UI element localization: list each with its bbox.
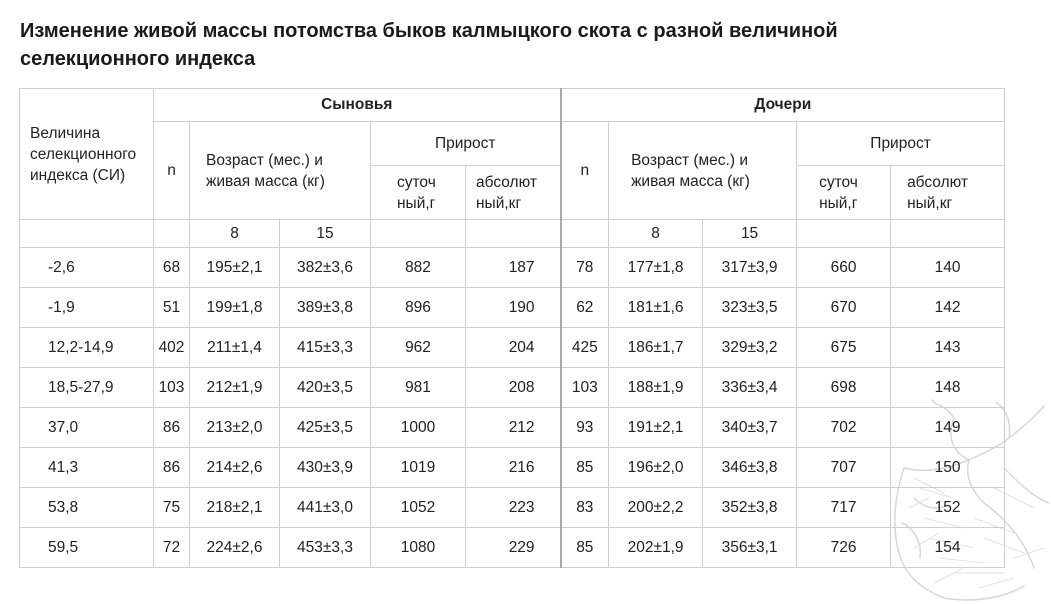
daughters-age-mass-header: Возраст (мес.) и живая масса (кг) [609, 122, 797, 220]
table-row: 53,8 75 218±2,1 441±3,0 1052 223 83 200±2,2 352±3,8 717 152 [20, 488, 1005, 528]
page-title: Изменение живой массы потомства быков калмыцкого скота с разной величиной селекционного индекса [20, 20, 838, 70]
daughters-header: Дочери [561, 89, 1005, 122]
sons-age-8: 8 [190, 220, 280, 248]
sons-n-header: n [154, 122, 190, 220]
table-row: -2,6 68 195±2,1 382±3,6 882 187 78 177±1,8 317±3,9 660 140 [20, 248, 1005, 288]
table-row: 12,2-14,9 402 211±1,4 415±3,3 962 204 425 186±1,7 329±3,2 675 143 [20, 328, 1005, 368]
sons-daily-header: суточ ный,г [371, 166, 466, 220]
live-weight-table [19, 88, 1005, 568]
daughters-age-8: 8 [609, 220, 703, 248]
si-header: Величина селекционного индекса (СИ) [20, 89, 154, 220]
sons-header: Сыновья [154, 89, 561, 122]
daughters-daily-header: суточ ный,г [797, 166, 891, 220]
sons-age-15: 15 [280, 220, 371, 248]
table-row: 41,3 86 214±2,6 430±3,9 1019 216 85 196±2,0 346±3,8 707 150 [20, 448, 1005, 488]
table-row: 37,0 86 213±2,0 425±3,5 1000 212 93 191±2,1 340±3,7 702 149 [20, 408, 1005, 448]
sons-absolute-header: абсолют ный,кг [466, 166, 561, 220]
sons-age-mass-header: Возраст (мес.) и живая масса (кг) [190, 122, 371, 220]
daughters-age-15: 15 [703, 220, 797, 248]
daughters-gain-header: Прирост [797, 122, 1005, 166]
table-row: 59,5 72 224±2,6 453±3,3 1080 229 85 202±1,9 356±3,1 726 154 [20, 528, 1005, 568]
sons-gain-header: Прирост [371, 122, 561, 166]
table-row: 18,5-27,9 103 212±1,9 420±3,5 981 208 103 188±1,9 336±3,4 698 148 [20, 368, 1005, 408]
daughters-absolute-header: абсолют ный,кг [891, 166, 1005, 220]
daughters-n-header: n [561, 122, 609, 220]
table-row: -1,9 51 199±1,8 389±3,8 896 190 62 181±1,6 323±3,5 670 142 [20, 288, 1005, 328]
